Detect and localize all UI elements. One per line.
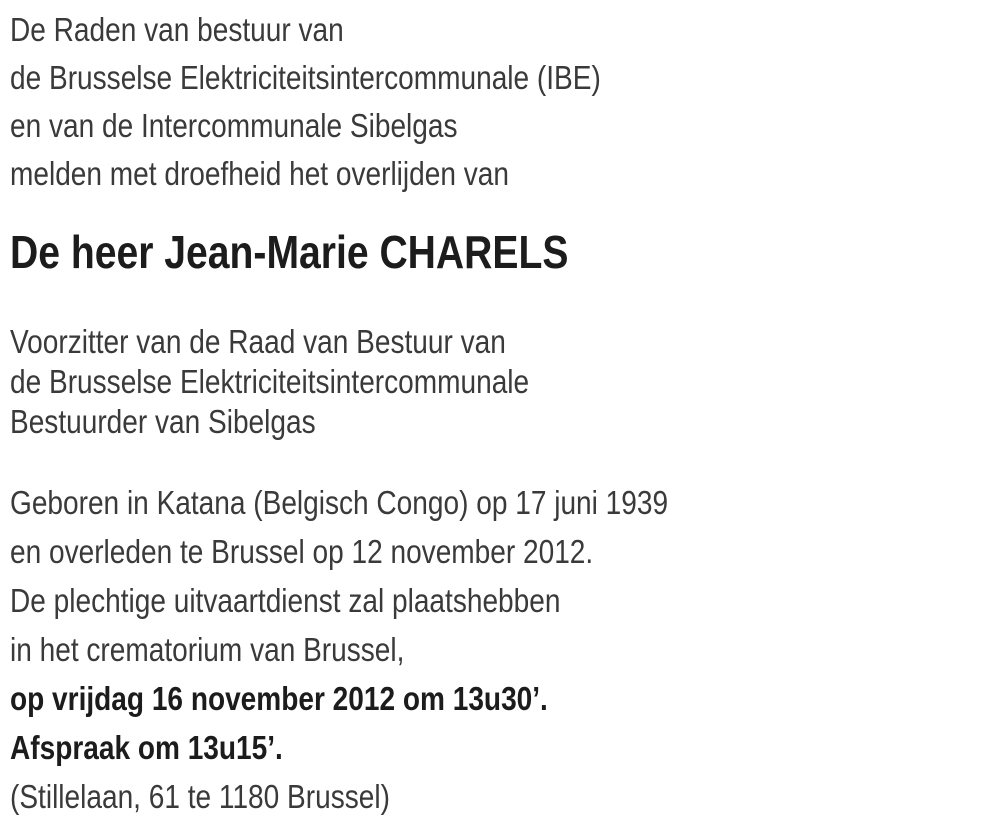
intro-line: De Raden van bestuur van bbox=[10, 11, 344, 48]
role-line: Voorzitter van de Raad van Bestuur van bbox=[10, 323, 506, 360]
intro-line: en van de Intercommunale Sibelgas bbox=[10, 107, 458, 144]
service-line: De plechtige uitvaartdienst zal plaatshebben bbox=[10, 582, 561, 619]
details-block bbox=[10, 478, 1000, 821]
meeting-time-line: Afspraak om 13u15’. bbox=[10, 729, 283, 766]
role-line: de Brusselse Elektriciteitsintercommunale bbox=[10, 363, 530, 400]
location-line: in het crematorium van Brussel, bbox=[10, 631, 405, 668]
intro-line: melden met droefheid het overlijden van bbox=[10, 155, 509, 192]
intro-block bbox=[10, 6, 1000, 198]
role-line: Bestuurder van Sibelgas bbox=[10, 403, 316, 440]
birth-line: Geboren in Katana (Belgisch Congo) op 17 juni 1939 bbox=[10, 484, 669, 521]
death-line: en overleden te Brussel op 12 november 2012. bbox=[10, 533, 594, 570]
deceased-name-heading: De heer Jean-Marie CHARELS bbox=[10, 226, 569, 278]
address-line: (Stillelaan, 61 te 1180 Brussel) bbox=[10, 778, 390, 815]
roles-block bbox=[10, 322, 1000, 442]
service-datetime-line: op vrijdag 16 november 2012 om 13u30’. bbox=[10, 680, 548, 717]
intro-line: de Brusselse Elektriciteitsintercommunale (IBE) bbox=[10, 59, 601, 96]
